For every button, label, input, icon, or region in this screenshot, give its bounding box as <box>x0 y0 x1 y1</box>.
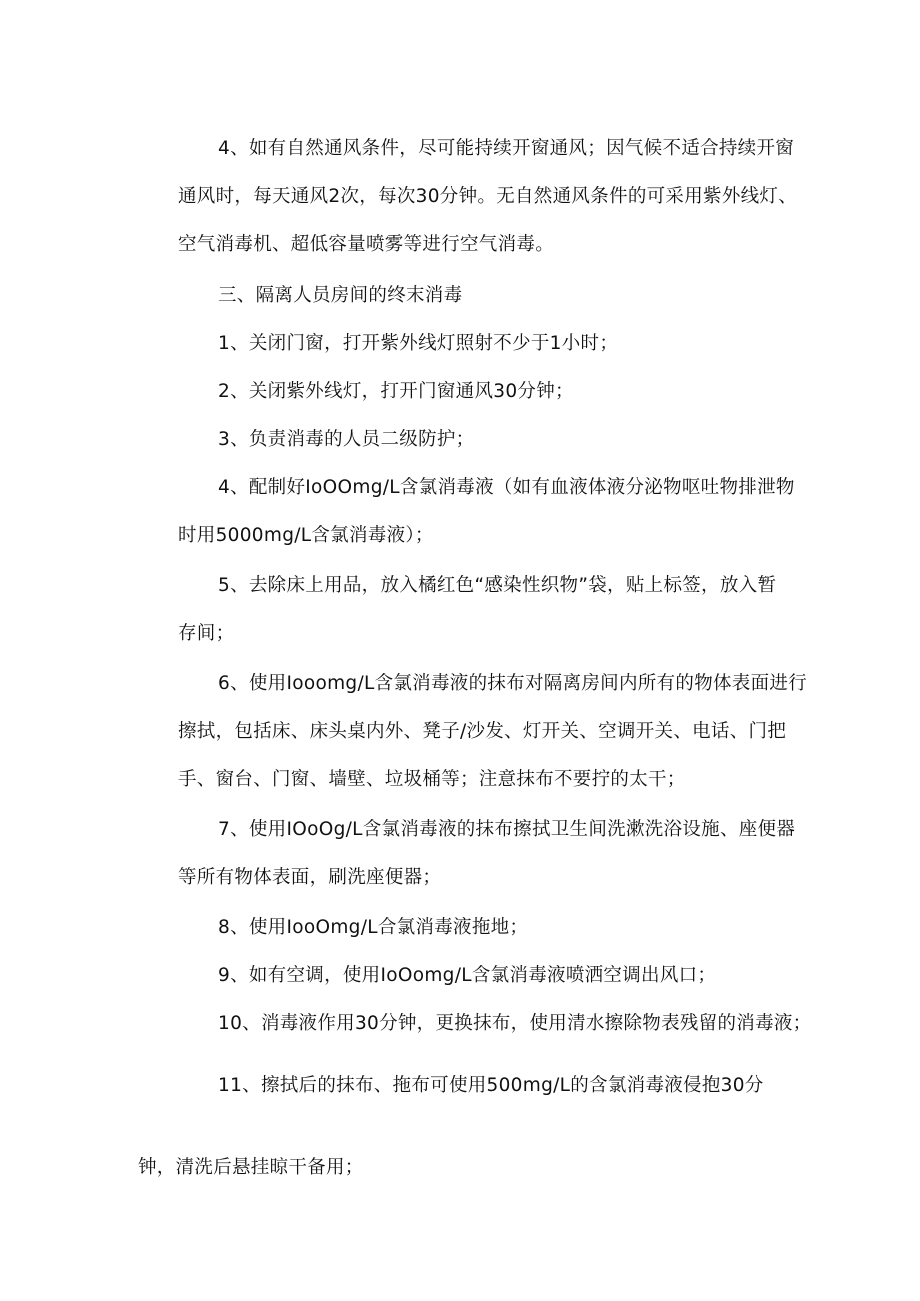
step-item <box>138 1062 798 1110</box>
section-heading <box>138 272 798 320</box>
step-item <box>138 806 798 902</box>
step-item <box>138 320 798 368</box>
text-line: 手、窗台、门窗、墙壁、垃圾桶等；注意抹布不要拧的太干； <box>178 769 686 790</box>
text-line: 8、使用IooOmg/L合氯消毒液拖地； <box>218 917 529 938</box>
text-line: 4、如有自然通风条件，尽可能持续开窗通风；因气候不适合持续开窗 <box>218 138 795 159</box>
text-line: 2、关闭紫外线灯，打开门窗通风30分钟； <box>218 381 574 402</box>
text-line: 7、使用IOoOg/L含氯消毒液的抹布擦拭卫生间洗漱洗浴设施、座便器 <box>218 819 796 840</box>
step-item <box>138 1000 812 1048</box>
step-item <box>138 464 798 560</box>
text-line: 时用5000mg∕L含氯消毒液）； <box>178 525 434 546</box>
step-item <box>138 368 798 416</box>
step-item <box>138 904 798 952</box>
text-line: 等所有物体表面，刷洗座便器； <box>178 867 442 888</box>
text-line: 通风时，每天通风2次，每次30分钟。无自然通风条件的可采用紫外线灯、 <box>178 186 798 207</box>
step-item <box>138 562 798 658</box>
step-item <box>138 660 807 804</box>
text-line: 5、去除床上用品，放入橘红色“感染性织物”袋，贴上标签，放入暂 <box>218 575 777 596</box>
text-line: 钟，清洗后悬挂晾干备用； <box>138 1157 364 1178</box>
text-line: 1、关闭门窗，打开紫外线灯照射不少于1小时； <box>218 333 619 354</box>
text-line: 9、如有空调，使用IoOomg/L含氯消毒液喷洒空调出风口； <box>218 965 717 986</box>
heading-text: 三、隔离人员房间的终末消毒 <box>218 285 463 306</box>
text-line: 空气消毒机、超低容量喷雾等进行空气消毒。 <box>178 234 555 255</box>
text-line: 11、擦拭后的抹布、拖布可使用500mg∕L的含氯消毒液侵抱30分 <box>218 1075 764 1096</box>
text-line: 10、消毒液作用30分钟，更换抹布，使用清水擦除物表残留的消毒液； <box>218 1013 812 1034</box>
step-item-continuation <box>138 1144 798 1192</box>
text-line: 6、使用Iooomg/L含氯消毒液的抹布对隔离房间内所有的物体表面进行 <box>218 673 807 694</box>
text-line: 4、配制好IoOOmg/L含氯消毒液（如有血液体液分泌物呕吐物排泄物 <box>218 477 795 498</box>
paragraph-ventilation <box>138 125 798 269</box>
text-line: 存间； <box>178 623 235 644</box>
text-line: 3、负责消毒的人员二级防护； <box>218 429 475 450</box>
step-item <box>138 952 798 1000</box>
text-line: 擦拭，包括床、床头桌内外、凳子/沙发、灯开关、空调开关、电话、门把 <box>178 721 787 742</box>
step-item <box>138 416 798 464</box>
